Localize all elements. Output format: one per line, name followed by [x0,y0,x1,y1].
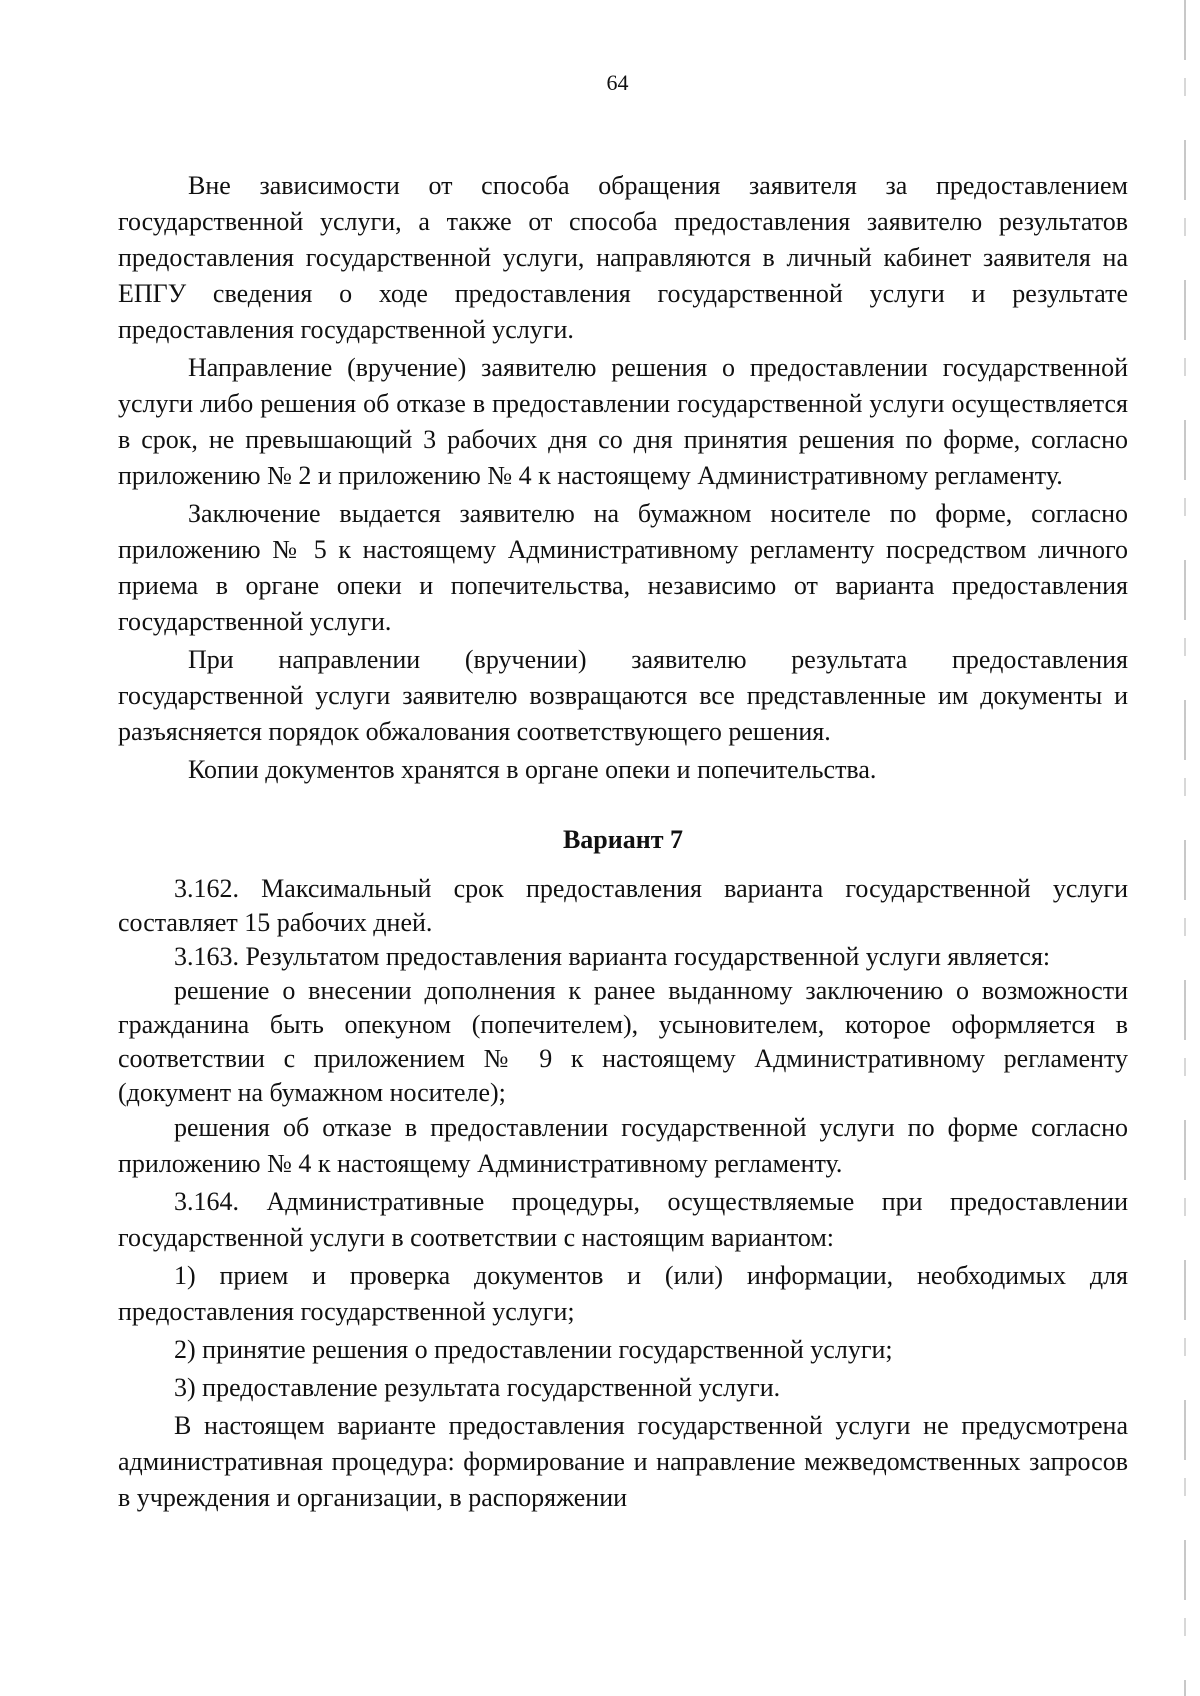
paragraph: Заключение выдается заявителю на бумажном носителе по форме, согласно приложению № 5 к настоящему Административному регламенту посредством личного приема в органе опеки и попечительства, независимо от варианта предоставления государственной услуги. [118,499,1128,636]
paragraph: 3.162. Максимальный срок предоставления варианта государственной услуги составляет 15 рабочих дней. [118,874,1128,937]
paragraph: решение о внесении дополнения к ранее выданному заключению о возможности гражданина быть опекуном (попечителем), усыновителем, которое оформляется в соответствии с приложением № 9 к настоящему Административному регламенту (документ на бумажном носителе); [118,976,1128,1107]
paragraph: решения об отказе в предоставлении государственной услуги по форме согласно приложению № 4 к настоящему Административному регламенту. [118,1113,1128,1178]
paragraph: При направлении (вручении) заявителю результата предоставления государственной услуги заявителю возвращаются все представленные им документы и разъясняется порядок обжалования соответствующего решения. [118,645,1128,746]
page-number: 64 [606,70,629,95]
paragraph: Копии документов хранятся в органе опеки и попечительства. [188,755,877,784]
list-item: 2) принятие решения о предоставлении государственной услуги; [174,1335,893,1364]
section-title: Вариант 7 [562,825,684,854]
scan-edge-artifact [1184,0,1186,1696]
list-item: 1) прием и проверка документов и (или) информации, необходимых для предоставления государственной услуги; [118,1261,1128,1326]
document-body [118,168,1128,1516]
list-item: 3) предоставление результата государственной услуги. [174,1373,781,1402]
paragraph: В настоящем варианте предоставления государственной услуги не предусмотрена административная процедура: формирование и направление межведомственных запросов в учреждения и организации, в распоряжении [118,1411,1128,1512]
paragraph: 3.164. Административные процедуры, осуществляемые при предоставлении государственной услуги в соответствии с настоящим вариантом: [118,1187,1128,1252]
paragraph: 3.163. Результатом предоставления варианта государственной услуги является: [174,942,1051,971]
paragraph: Направление (вручение) заявителю решения о предоставлении государственной услуги либо решения об отказе в предоставлении государственной услуги осуществляется в срок, не превышающий 3 рабочих дня со дня принятия решения по форме, согласно приложению № 2 и приложению № 4 к настоящему Административному регламенту. [118,353,1128,490]
paragraph: Вне зависимости от способа обращения заявителя за предоставлением государственной услуги, а также от способа предоставления заявителю результатов предоставления государственной услуги, направляются в личный кабинет заявителя на ЕПГУ сведения о ходе предоставления государственной услуги и результате предоставления государственной услуги. [118,171,1128,344]
